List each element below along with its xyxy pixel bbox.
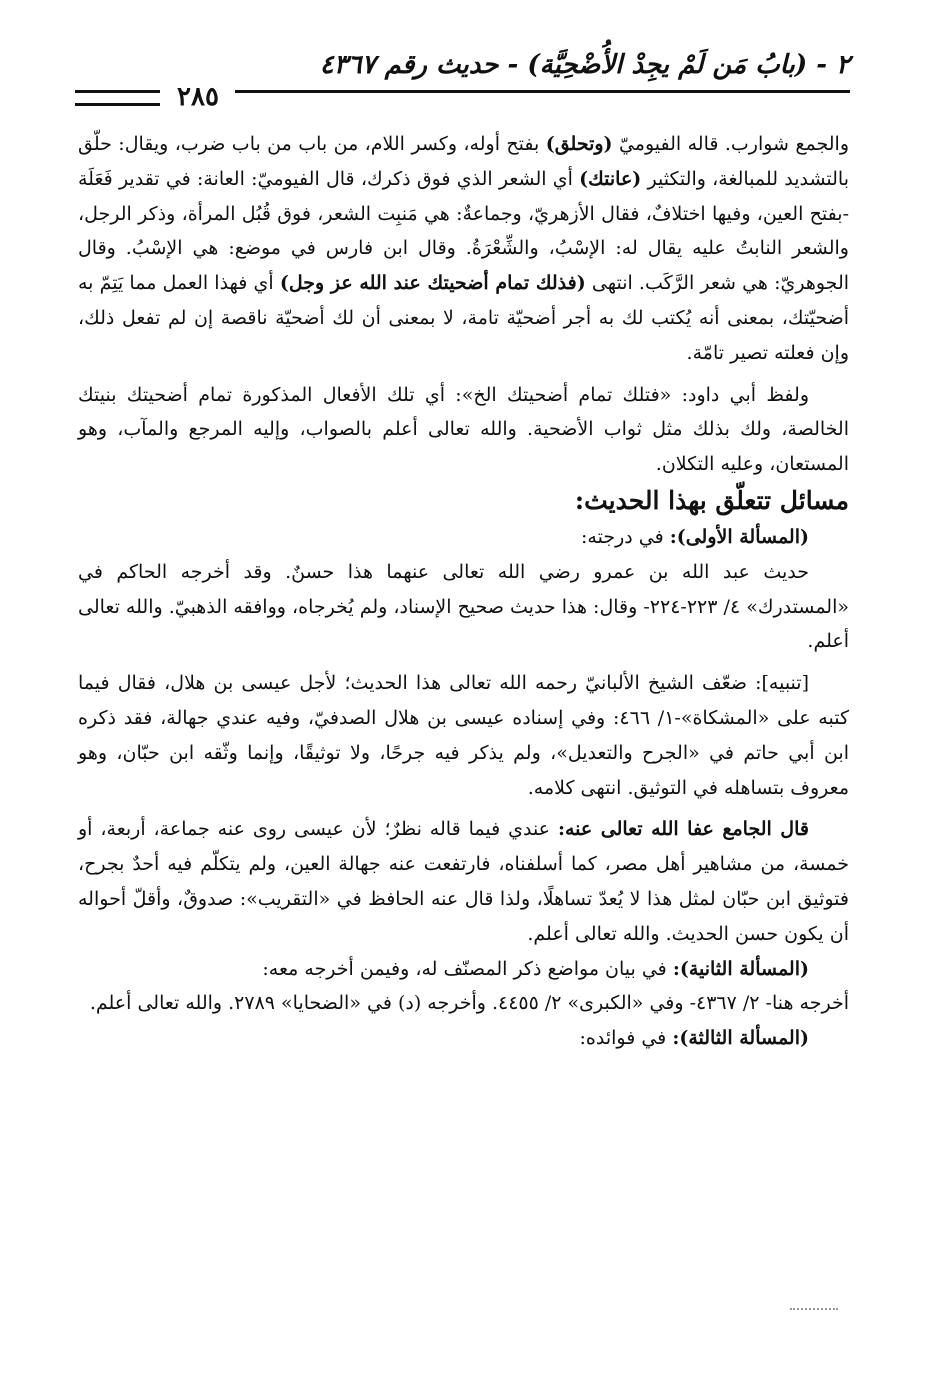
quoted-phrase: (وتحلق): [545, 133, 613, 155]
issue-1-heading: (المسألة الأولى): في درجته:: [581, 525, 809, 548]
section-title: مسائل تتعلّق بهذا الحديث:: [574, 485, 849, 515]
paragraph-abu-dawud: ولفظ أبي داود: «فتلك تمام أضحيتك الخ»: أي تلك الأفعال المذكورة تمام أضحيتك بنيتك الخالصة، ولك بذلك مثل ثواب الأضحية. والله تعالى أعلم بالصواب، وإليه المرجع والمآب، وهو المستعان، وعليه التكلان.: [78, 383, 849, 476]
quoted-phrase: (عانتك): [579, 167, 642, 190]
page-number-lines: [75, 90, 160, 106]
header-rule: [235, 90, 850, 93]
paragraph-grading: حديث عبد الله بن عمرو رضي الله تعالى عنهما هذا حسنٌ. وقد أخرجه الحاكم في «المستدرك» ٤/ ٢٢٣-٢٢٤- وقال: هذا حديث صحيح الإسناد، ولم يُخرجاه، ووافقه الذهبيّ. والله تعالى أعلم.: [78, 560, 850, 653]
issue-3-heading: (المسألة الثالثة): في فوائده:: [579, 1027, 809, 1050]
running-title: ٢ - (بابُ مَن لَمْ يجِدْ الأُضْحِيَّة) - حديث رقم ٤٣٦٧: [319, 50, 850, 80]
page-header: [75, 50, 850, 110]
page-body: [78, 127, 849, 1056]
quoted-phrase: (فذلك تمام أضحيتك عند الله عز وجل): [279, 272, 586, 295]
paragraph-sources: أخرجه هنا- ٢/ ٤٣٦٧- وفي «الكبرى» ٢/ ٤٤٥٥. وأخرجه (د) في «الضحايا» ٢٧٨٩. والله تعالى أعلم.: [89, 992, 849, 1015]
issue-2-heading: (المسألة الثانية): في بيان مواضع ذكر المصنّف له، وفيمن أخرجه معه:: [262, 957, 809, 980]
page-number: ٢٨٥: [177, 82, 219, 112]
paragraph-commentary: والجمع شوارب. قاله الفيوميّ (وتحلق) بفتح أوله، وكسر اللام، من باب من باب ضرب، ويقال: حلّق بالتشديد للمبالغة، والتكثير (عانتك) أي الشعر الذي فوق ذكرك، قال الفيوميّ: العانة: في تقدير فَعَلَة -بفتح العين، وفيها اختلافٌ، فقال الأزهريّ، وجماعةٌ: هي مَنبِت الشعر، فوق قُبُل المرأة، وذكر الرجل، والشعر النابتُ عليه يقال له: الإسْبُ، والشِّعْرَةُ. وقال ابن فارس في موضع: هي الإسْبُ. وقال الجوهريّ: هي شعر الرَّكَب. انتهى (فذلك تمام أضحيتك عند الله عز وجل) أي فهذا العمل مما يَتِمّ به أضحيّتك، بمعنى أنه يُكتب لك به أجر أضحيّة تامة، لا بمعنى أن لك أضحيّة ناقصة إن لم تفعل ذلك، وإن فعلته تصير تامّة.: [78, 133, 850, 364]
footer-dots: [790, 1308, 838, 1310]
paragraph-compiler-remark: قال الجامع عفا الله تعالى عنه: عندي فيما قاله نظرٌ؛ لأن عيسى روى عنه جماعة، أربعة، أو خمسة، من مشاهير أهل مصر، كما أسلفناه، فارتفعت عنه جهالة العين، ولم يتكلّم فيه أحدٌ بجرح، فتوثيق ابن حبّان لمثل هذا لا يُعدّ تساهلًا، ولذا قال عنه الحافظ في «التقريب»: صدوقٌ، وأقلّ أحواله أن يكون حسن الحديث. والله تعالى أعلم.: [78, 818, 849, 945]
paragraph-note: [تنبيه]: ضعّف الشيخ الألبانيّ رحمه الله تعالى هذا الحديث؛ لأجل عيسى بن هلال، فقال فيما كتبه على «المشكاة»-١/ ٤٦٦: وفي إسناده عيسى بن هلال الصدفيّ، وفيه عندي جهالة، فقد ذكره ابن أبي حاتم في «الجرح والتعديل»، ولم يذكر فيه جرحًا، ولا توثيقًا، وإنما وثّقه ابن حبّان، وهو معروف بتساهله في التوثيق. انتهى كلامه.: [78, 672, 850, 799]
